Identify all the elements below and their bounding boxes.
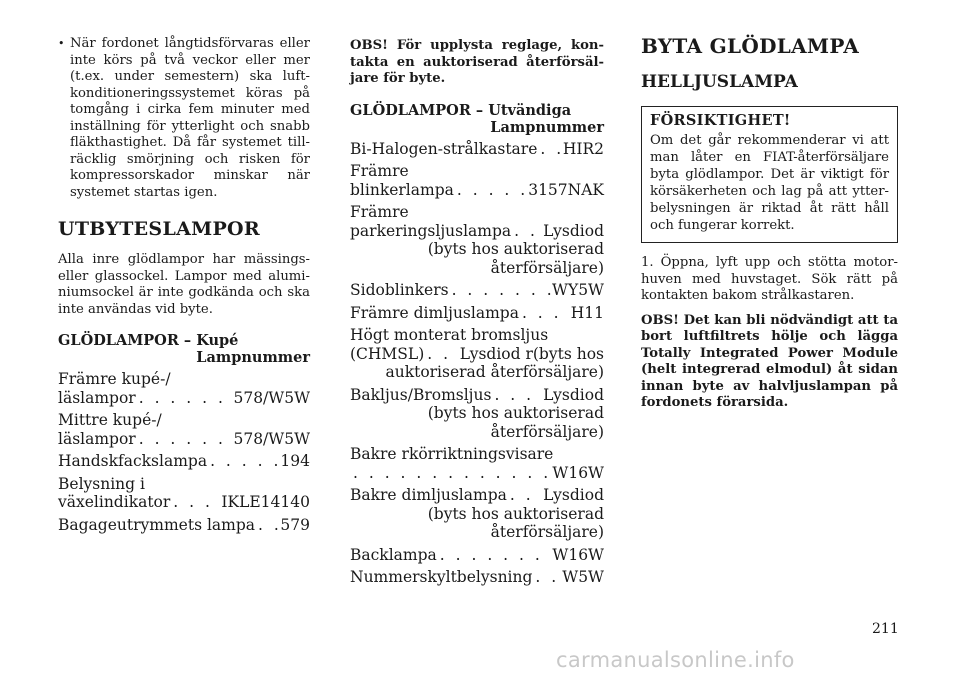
leader-dots	[255, 516, 280, 535]
leader-dots	[136, 389, 234, 408]
bulb-entry	[58, 411, 310, 448]
caution-title: FÖRSIKTIGHET!	[650, 112, 791, 129]
leader-dots	[424, 345, 459, 364]
bulb-value-cont1: auktoriserad återförsäljare)	[385, 363, 604, 381]
bulb-entry	[58, 475, 310, 512]
bulb-label-line1: Belysning i	[58, 474, 145, 493]
bulb-row	[350, 181, 604, 200]
bulb-label: Främre dimljuslampa	[350, 303, 519, 322]
bulb-value: WY5W	[552, 281, 604, 299]
bulb-row	[58, 430, 310, 449]
bulb-row	[58, 452, 310, 471]
leader-dots	[350, 464, 552, 483]
bulb-value-cont1: (byts hos auktoriserad	[427, 404, 604, 422]
bulb-value: W16W	[552, 463, 604, 482]
bulb-label: parkeringsljuslampa	[350, 221, 512, 240]
leader-dots	[532, 568, 562, 587]
bulb-value: HIR2	[562, 139, 604, 158]
bulb-entry	[350, 140, 604, 159]
leader-dots	[511, 222, 543, 241]
bulb-entry	[58, 370, 310, 407]
airbox-note: OBS! Det kan bli nödvändigt att ta bort luftfiltrets hölje och lägga Totally Integrated Power Module (helt integrerad elmodul) åt sidan innan byte av halvljuslampan på fordonets förarsida.	[641, 312, 898, 410]
bulb-row	[350, 464, 604, 483]
watermark-text: carmanualsonline.info	[556, 648, 795, 672]
bulb-value-cont1: (byts hos auktoriserad	[427, 504, 604, 523]
bulb-value: H11	[570, 303, 604, 322]
bulb-row	[350, 304, 604, 323]
bulb-row	[350, 281, 604, 300]
leader-dots	[170, 493, 221, 512]
bulb-label: läslampor	[58, 388, 136, 407]
leader-dots	[207, 452, 280, 471]
bulb-label: Bakre dimljuslampa	[350, 486, 507, 504]
bulb-label: Bagageutrymmets lampa	[58, 515, 256, 534]
bulb-row	[58, 389, 310, 408]
intro-paragraph: Alla inre glödlampor har mässings- eller glassockel. Lampor med alumi-niumsockel är inte godkända och ska inte användas vid byte.	[58, 252, 310, 317]
leader-dots	[454, 181, 528, 200]
bulb-entry	[350, 486, 604, 542]
interior-list-column-label: Lampnummer	[196, 349, 310, 366]
section-title: UTBYTESLAMPOR	[58, 218, 260, 240]
bulb-row	[58, 493, 310, 512]
leader-dots	[136, 430, 234, 449]
bulb-entry	[350, 281, 604, 300]
storage-bullet	[58, 36, 310, 201]
bulb-value: 579	[280, 515, 310, 534]
storage-bullet-text: När fordonet långtidsförvaras eller inte körs på två veckor eller mer (t.ex. under semestern) ska luft-konditioneringssystemet köras på tomgång i cirka fem minuter med inställning för ytterlight och snabb fläkthastighet. Då får systemet till-räcklig smörjning och risken för kompressorskador minskar när systemet startas igen.	[70, 36, 310, 200]
column-middle	[350, 32, 604, 587]
bulb-value: Lysdiod	[543, 486, 604, 504]
sub-heading: HELLJUSLAMPA	[641, 72, 798, 92]
bulb-value-cont2: återförsäljare)	[490, 523, 604, 541]
bulb-value: 578/W5W	[233, 429, 310, 448]
bulb-label: Bakljus/Bromsljus	[350, 385, 492, 404]
bulb-value: Lysdiod	[543, 221, 604, 240]
exterior-list-title: GLÖDLAMPOR – Utvändiga	[350, 101, 572, 119]
bulb-label: blinkerlampa	[350, 180, 454, 199]
caution-box	[641, 106, 898, 243]
bulb-value: IKLE14140	[221, 493, 310, 511]
exterior-bulb-list	[350, 140, 604, 587]
bulb-entry	[58, 452, 310, 471]
bulb-entry	[350, 568, 604, 587]
bulb-value: 194	[280, 452, 310, 470]
exterior-list-column-label: Lampnummer	[490, 118, 604, 136]
caution-text: Om det går rekommenderar vi att man låter en FIAT-återförsäljare byta glödlampor. Det är viktigt för körsäkerheten och lag på att ytter-belysningen är riktad åt rätt håll och fungerar korrekt.	[650, 133, 889, 233]
dealer-note: OBS! För upplysta reglage, kon-takta en auktoriserad återförsäl-jare för byte.	[350, 38, 604, 86]
bulb-entry	[350, 304, 604, 323]
bulb-label: Nummerskyltbelysning	[350, 568, 533, 586]
bulb-label-line1: Högt monterat bromsljus	[350, 326, 549, 344]
bulb-value: W16W	[552, 545, 604, 564]
bulb-row	[350, 568, 604, 587]
bulb-label: växelindikator	[58, 493, 171, 511]
bulb-entry	[350, 203, 604, 277]
bulb-label: läslampor	[58, 429, 136, 448]
column-right	[641, 32, 898, 412]
bulb-row	[350, 222, 604, 241]
bulb-value: W5W	[562, 568, 604, 586]
bulb-label-line1: Främre	[350, 162, 409, 180]
page-heading: BYTA GLÖDLAMPA	[641, 34, 860, 58]
bulb-label: Backlampa	[350, 545, 437, 564]
bulb-entry	[58, 516, 310, 535]
leader-dots	[507, 486, 543, 505]
bulb-label: Sidoblinkers	[350, 281, 449, 299]
bulb-value: 3157NAK	[528, 180, 604, 199]
bulb-value: Lysdiod r(byts hos	[459, 344, 604, 363]
bulb-row	[350, 140, 604, 159]
bulb-value: Lysdiod	[543, 385, 604, 404]
bulb-entry	[350, 546, 604, 565]
bulb-label-line1: Bakre rkörriktningsvisare	[350, 445, 554, 463]
bulb-entry	[350, 445, 604, 482]
column-left	[58, 32, 310, 534]
leader-dots	[519, 304, 571, 323]
exterior-list-header	[350, 102, 604, 136]
interior-bulb-list	[58, 370, 310, 534]
bullet-icon: •	[58, 37, 65, 50]
leader-dots	[537, 140, 562, 159]
bulb-value-cont2: återförsäljare)	[490, 258, 604, 277]
page-number: 211	[872, 621, 899, 637]
bulb-entry	[350, 386, 604, 442]
bulb-value-cont1: (byts hos auktoriserad	[427, 240, 604, 258]
bulb-row	[350, 546, 604, 565]
bulb-label-line1: Främre kupé-/	[58, 370, 171, 388]
leader-dots	[437, 546, 553, 565]
bulb-entry	[350, 162, 604, 199]
interior-list-header	[58, 332, 310, 366]
leader-dots	[449, 281, 552, 300]
leader-dots	[491, 386, 543, 405]
bulb-label: (CHMSL)	[350, 344, 425, 363]
bulb-label: Bi-Halogen-strålkastare	[350, 139, 538, 158]
bulb-row	[58, 516, 310, 535]
step-1: 1. Öppna, lyft upp och stötta motor-huven med huvstaget. Sök rätt på kontakten bakom strålkastaren.	[641, 255, 898, 303]
bulb-row	[350, 486, 604, 505]
bulb-value: 578/W5W	[233, 388, 310, 407]
interior-list-title: GLÖDLAMPOR – Kupé	[58, 332, 239, 349]
bulb-label-line1: Främre	[350, 203, 409, 221]
bulb-value-cont2: återförsäljare)	[490, 422, 604, 441]
bulb-row	[350, 345, 604, 364]
bulb-label: Handskfackslampa	[58, 452, 208, 470]
bulb-label-line1: Mittre kupé-/	[58, 411, 162, 429]
bulb-entry	[350, 326, 604, 382]
bulb-row	[350, 386, 604, 405]
